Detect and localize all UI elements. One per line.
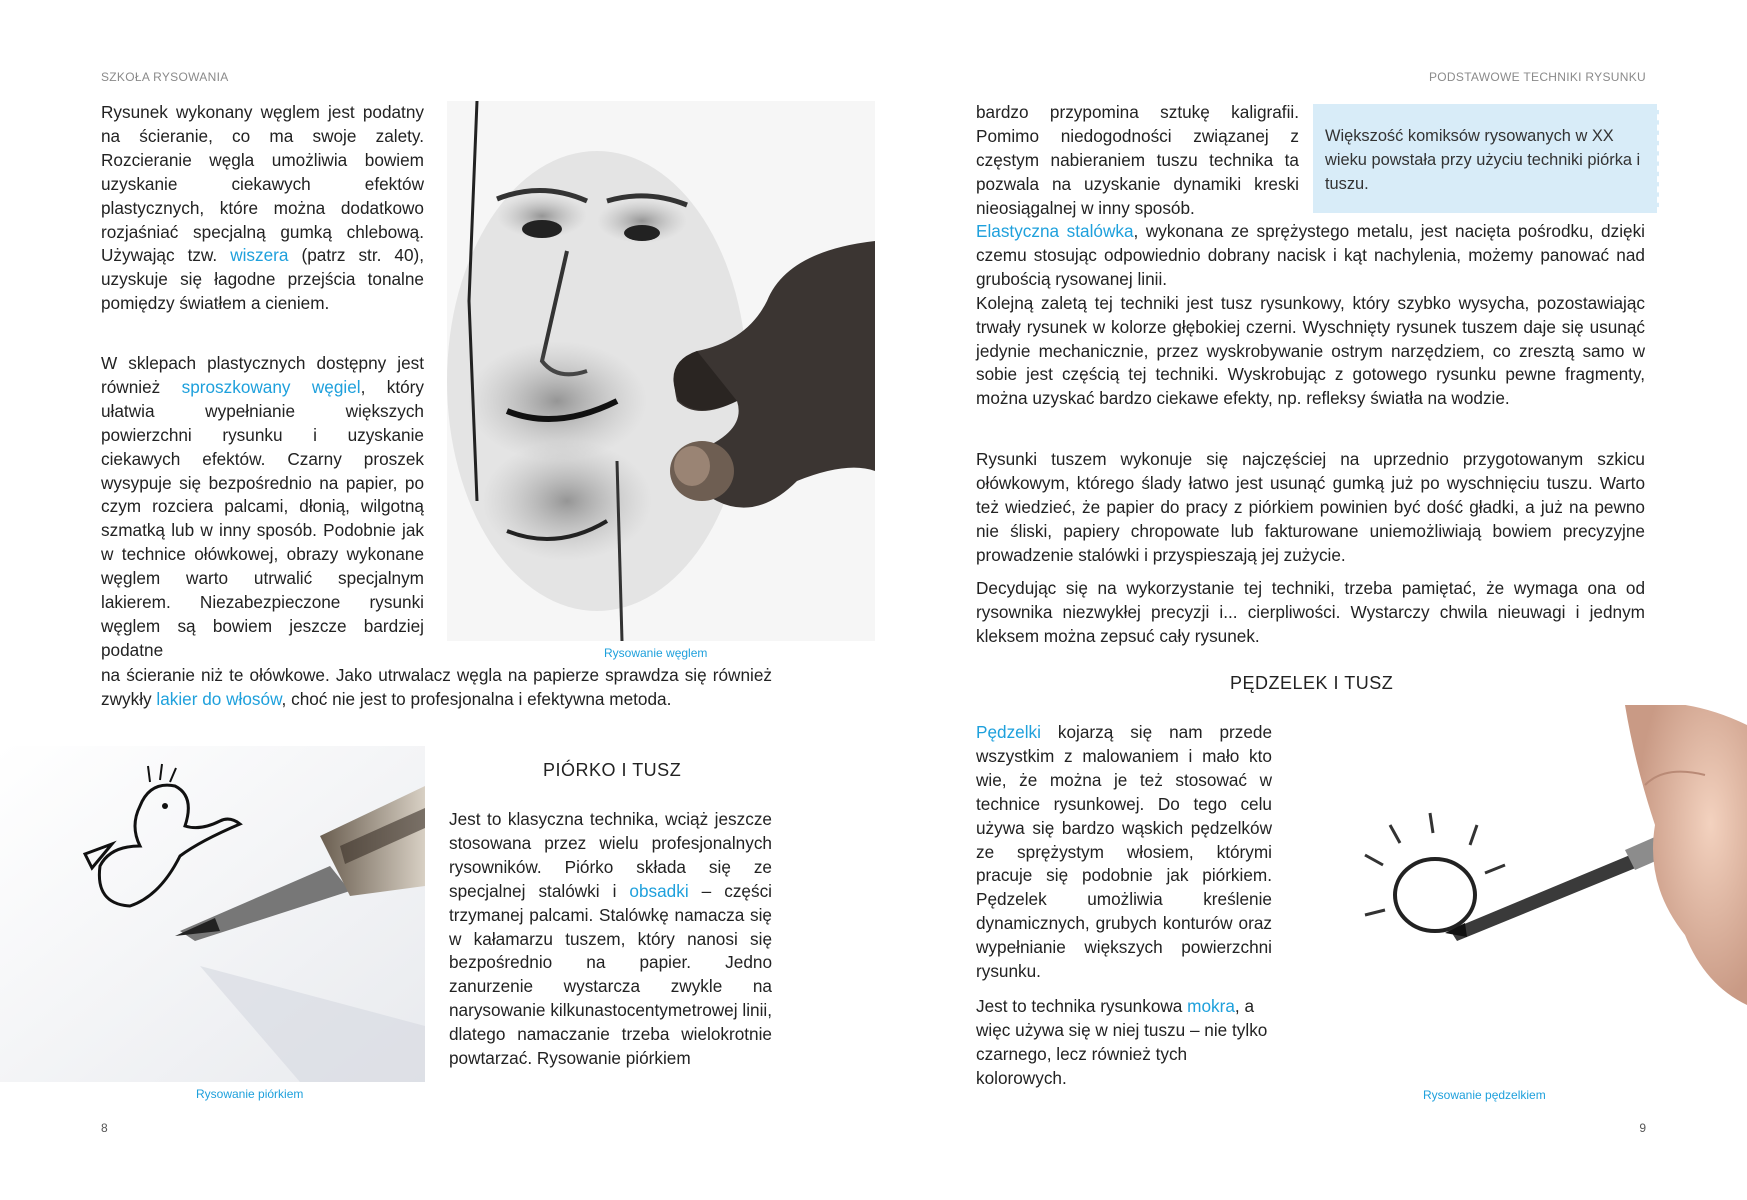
paragraph-flexible-nib: Elastyczna stalówka, wykonana ze sprężystego metalu, jest nacięta pośrodku, dzięki czemu stosując odpowiednio dobrany nacisk i kąt nachylenia, możemy panować nad grubością rysowanej linii. Kolejną zaletą tej techniki jest tusz rysunkowy, który szybko wysycha, pozostawiając trwały rysunek w kolorze głębokiej czerni. Wyschnięty rysunek tuszem daje się usunąć jedynie mechanicznie, przez wyskrobywanie ostrym narzędziem, co zresztą samo w sobie jest częścią tej techniki. Wyskrobując z gotowego rysunku pewne fragmenty, można uzyskać bardzo ciekawe efekty, np. refleksy światła na wodzie.	[976, 220, 1645, 411]
section-title-brush-ink: PĘDZELEK I TUSZ	[1230, 673, 1394, 693]
caption-brush: Rysowanie pędzelkiem	[1423, 1088, 1546, 1102]
paragraph-pen-ink: Jest to klasyczna technika, wciąż jeszcze stosowana przez wielu profesjonalnych rysowników. Piórko składa się ze specjalnej stalówki i obsadki – części trzymanej palcami. Stalówkę namacza się w kałamarzu tuszem, który nanosi się bezpośrednio na papier. Jedno zanurzenie wystarcza zwykle na narysowanie kilkunastocentymetrowej linii, dlatego namaczanie trzeba wielokrotnie powtarzać. Rysowanie piórkiem	[449, 809, 772, 1069]
paragraph-ink-sketch: Rysunki tuszem wykonuje się najczęściej na uprzednio przygotowanym szkicu ołówkowym, którego ślady łatwo jest usunąć gumką już po wyschnięciu tuszu. Warto też wiedzieć, że papier do pracy z piórkiem powinien być dość gładki, a już na pewno nie śliski, papiery chropowate lub fakturowane uniemożliwiają bowiem precyzyjne prowadzenie stalówki i przyspieszają jej zużycie.	[976, 449, 1645, 565]
paragraph-ink-advantage: Kolejną zaletą tej techniki jest tusz rysunkowy, który szybko wysycha, pozostawiając trwały rysunek w kolorze głębokiej czerni. Wyschnięty rysunek tuszem daje się usunąć jedynie mechanicznie, przez wyskrobywanie ostrym narzędziem, co zresztą samo w sobie jest częścią tej techniki. Wyskrobując z gotowego rysunku pewne fragmenty, można uzyskać bardzo ciekawe efekty, np. refleksy światła na wodzie.	[976, 292, 1645, 409]
term-hairspray: lakier do włosów	[156, 688, 282, 709]
term-wet: mokra	[1187, 996, 1235, 1016]
term-wiszer: wiszera	[230, 245, 289, 266]
running-head-left: SZKOŁA RYSOWANIA	[101, 70, 229, 84]
term-brushes: Pędzelki	[976, 722, 1041, 742]
running-head-right: PODSTAWOWE TECHNIKI RYSUNKU	[1428, 70, 1646, 84]
paragraph-calligraphy: bardzo przypomina sztukę kaligrafii. Pomimo niedogodności związanej z częstym nabieraniem tuszu technika ta pozwala na uzyskanie dynamiki kreski nieosiągalnej w inny sposób.	[976, 102, 1299, 218]
paragraph-charcoal-3: na ścieranie niż te ołówkowe. Jako utrwalacz węgla na papierze sprawdza się również zwykły lakier do włosów, choć nie jest to profesjonalna i efektywna metoda.	[101, 665, 772, 709]
term-powdered-charcoal: sproszkowany węgiel	[181, 376, 361, 397]
page-number-left: 8	[101, 1121, 108, 1135]
callout-box	[1313, 104, 1659, 213]
page-number-right: 9	[1639, 1121, 1646, 1135]
charcoal-drawing-image	[447, 101, 875, 641]
paragraph-charcoal-1: Rysunek wykonany węglem jest podatny na ścieranie, co ma swoje zalety. Rozcieranie węgla umożliwia bowiem uzyskanie ciekawych efektów plastycznych, które można dodatkowo rozjaśniać specjalną gumką chlebową. Używając tzw. wiszera (patrz str. 40), uzyskuje się łagodne przejścia tonalne pomiędzy światłem a cieniem.	[101, 102, 425, 314]
paragraph-wet-technique: Jest to technika rysunkowa mokra, a więc używa się w niej tuszu – nie tylko czarnego, lecz również tych kolorowych.	[976, 996, 1268, 1088]
pen-drawing-image	[0, 746, 425, 1082]
paragraph-brushes: Pędzelki kojarzą się nam przede wszystkim z malowaniem i mało kto wie, że można je też stosować w technice rysunkowej. Do tego celu używa się bardzo wąskich pędzelków ze sprężystym włosiem, którymi pracuje się podobnie jak piórkiem. Pędzelek umożliwia kreślenie dynamicznych, grubych konturów oraz wypełnianie większych powierzchni rysunku.	[976, 722, 1272, 982]
caption-pen: Rysowanie piórkiem	[196, 1087, 304, 1101]
brush-drawing-image	[1305, 705, 1747, 1083]
paragraph-charcoal-2: W sklepach plastycznych dostępny jest również sproszkowany węgiel, który ułatwia wypełnianie większych powierzchni rysunku i uzyskanie ciekawych efektów. Czarny proszek wysypuje się bezpośrednio na papier, po czym rozciera palcami, dłonią, wilgotną szmatką lub w inny sposób. Podobnie jak w technice ołówkowej, obrazy wykonane węglem warto utrwalić specjalnym lakierem. Niezabezpieczone rysunki węglem są bowiem jeszcze bardziej podatne	[101, 353, 425, 660]
section-title-pen-ink: PIÓRKO I TUSZ	[543, 760, 682, 780]
caption-charcoal: Rysowanie węglem	[604, 646, 708, 660]
term-penholder: obsadki	[629, 880, 689, 901]
callout-text: Większość komiksów rysowanych w XX wieku powstała przy użyciu techniki piórka i tuszu.	[1325, 127, 1641, 193]
term-flexible-nib: Elastyczna stalówka	[976, 221, 1134, 241]
paragraph-precision: Decydując się na wykorzystanie tej techniki, trzeba pamiętać, że wymaga ona od rysownika niezwykłej precyzji i... cierpliwości. Wystarczy chwila nieuwagi i jednym kleksem można zepsuć cały rysunek.	[976, 578, 1645, 646]
